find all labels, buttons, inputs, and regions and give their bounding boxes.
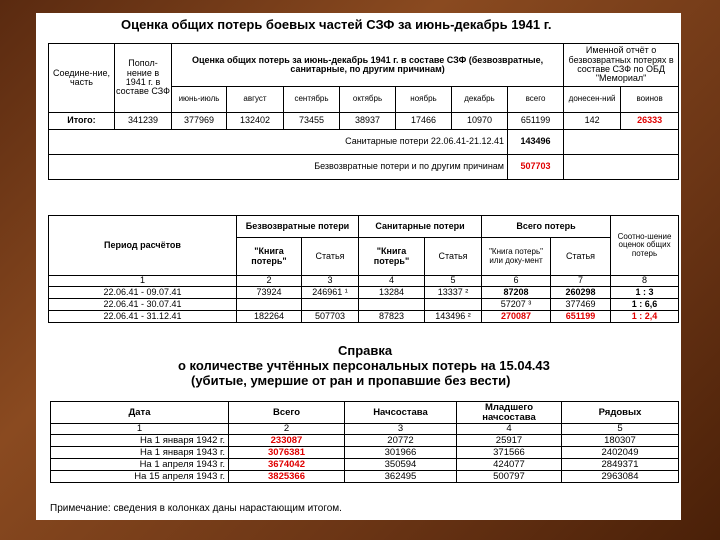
column-number: 5 — [425, 276, 482, 287]
header-month: июнь-июль — [172, 87, 227, 113]
losses-summary-table — [48, 43, 679, 180]
header-month: сентябрь — [284, 87, 340, 113]
header-privates: Рядовых — [562, 402, 679, 424]
column-number: 1 — [49, 276, 237, 287]
column-number: 5 — [562, 424, 679, 435]
total-cell: 73455 — [284, 113, 340, 130]
header-replenishment: Попол-нение в 1941 г. в составе СЗФ — [115, 44, 172, 113]
main-title: Оценка общих потерь боевых частей СЗФ за июнь-декабрь 1941 г. — [121, 17, 552, 32]
header-sanitary: Санитарные потери — [359, 216, 482, 238]
column-number: 1 — [51, 424, 229, 435]
header-soldiers: воинов — [621, 87, 679, 113]
header-book-or-doc: "Книга потерь" или доку-мент — [482, 238, 551, 276]
header-month: октябрь — [340, 87, 396, 113]
header-irrecoverable: Безвозвратные потери — [237, 216, 359, 238]
calculation-periods-table — [48, 215, 679, 323]
header-total-losses: Всего потерь — [482, 216, 611, 238]
header-total: всего — [508, 87, 564, 113]
table-row: На 1 января 1943 г. 3076381 301966 371566 2402049 — [51, 447, 679, 459]
total-cell: 341239 — [115, 113, 172, 130]
header-month: ноябрь — [396, 87, 452, 113]
personal-losses-table — [50, 401, 679, 483]
table-row: На 1 января 1942 г. 233087 20772 25917 180307 — [51, 435, 679, 447]
column-number: 4 — [457, 424, 562, 435]
header-period: Период расчётов — [49, 216, 237, 276]
header-all: Всего — [229, 402, 345, 424]
document-sheet — [36, 13, 681, 520]
header-date: Дата — [51, 402, 229, 424]
header-book: "Книга потерь" — [237, 238, 302, 276]
header-obd-report: Именной отчёт о безвозвратных потерях в составе СЗФ по ОБД "Мемориал" — [564, 44, 679, 87]
header-article: Статья — [302, 238, 359, 276]
total-label: Итого: — [49, 113, 115, 130]
reference-subtitle: о количестве учтённых персональных потерь на 15.04.43 — [178, 358, 550, 373]
header-nco: Младшего начсостава — [457, 402, 562, 424]
column-number: 2 — [237, 276, 302, 287]
sanitary-label: Санитарные потери 22.06.41-21.12.41 — [49, 130, 508, 155]
total-cell: 26333 — [621, 113, 679, 130]
total-cell: 38937 — [340, 113, 396, 130]
header-connection: Соедине-ние, часть — [49, 44, 115, 113]
header-ratio: Соотно-шение оценок общих потерь — [611, 216, 679, 276]
footnote: Примечание: сведения в колонках даны нарастающим итогом. — [50, 503, 342, 514]
reference-heading: Справка — [338, 343, 393, 358]
irrecoverable-label: Безвозвратные потери и по другим причинам — [49, 155, 508, 180]
reference-subtitle-2: (убитые, умершие от ран и пропавшие без вести) — [191, 373, 511, 388]
header-officers: Начсостава — [345, 402, 457, 424]
column-number: 3 — [302, 276, 359, 287]
header-month: декабрь — [452, 87, 508, 113]
total-cell: 132402 — [227, 113, 284, 130]
table-row: На 15 апреля 1943 г. 3825366 362495 500797 2963084 — [51, 471, 679, 483]
total-cell: 377969 — [172, 113, 227, 130]
column-number: 7 — [551, 276, 611, 287]
column-number: 6 — [482, 276, 551, 287]
total-cell: 142 — [564, 113, 621, 130]
header-loss-estimate: Оценка общих потерь за июнь-декабрь 1941 г. в составе СЗФ (безвозвратные, санитарные, по другим причинам) — [172, 44, 564, 87]
irrecoverable-value: 507703 — [508, 155, 564, 180]
column-number: 2 — [229, 424, 345, 435]
header-month: август — [227, 87, 284, 113]
table-row: 22.06.41 - 09.07.41 73924 246961 ¹ 13284 13337 ² 87208 260298 1 : 3 — [49, 287, 679, 299]
column-number: 3 — [345, 424, 457, 435]
total-cell: 17466 — [396, 113, 452, 130]
table-row: 22.06.41 - 30.07.41 57207 ³ 377469 1 : 6,6 — [49, 299, 679, 311]
table-row: 22.06.41 - 31.12.41 182264 507703 87823 143496 ² 270087 651199 1 : 2,4 — [49, 311, 679, 323]
sanitary-value: 143496 — [508, 130, 564, 155]
header-article: Статья — [551, 238, 611, 276]
column-number: 8 — [611, 276, 679, 287]
header-reported: донесен-ний — [564, 87, 621, 113]
total-cell: 10970 — [452, 113, 508, 130]
total-cell: 651199 — [508, 113, 564, 130]
column-number: 4 — [359, 276, 425, 287]
table-row: На 1 апреля 1943 г. 3674042 350594 424077 2849371 — [51, 459, 679, 471]
header-article: Статья — [425, 238, 482, 276]
header-book: "Книга потерь" — [359, 238, 425, 276]
